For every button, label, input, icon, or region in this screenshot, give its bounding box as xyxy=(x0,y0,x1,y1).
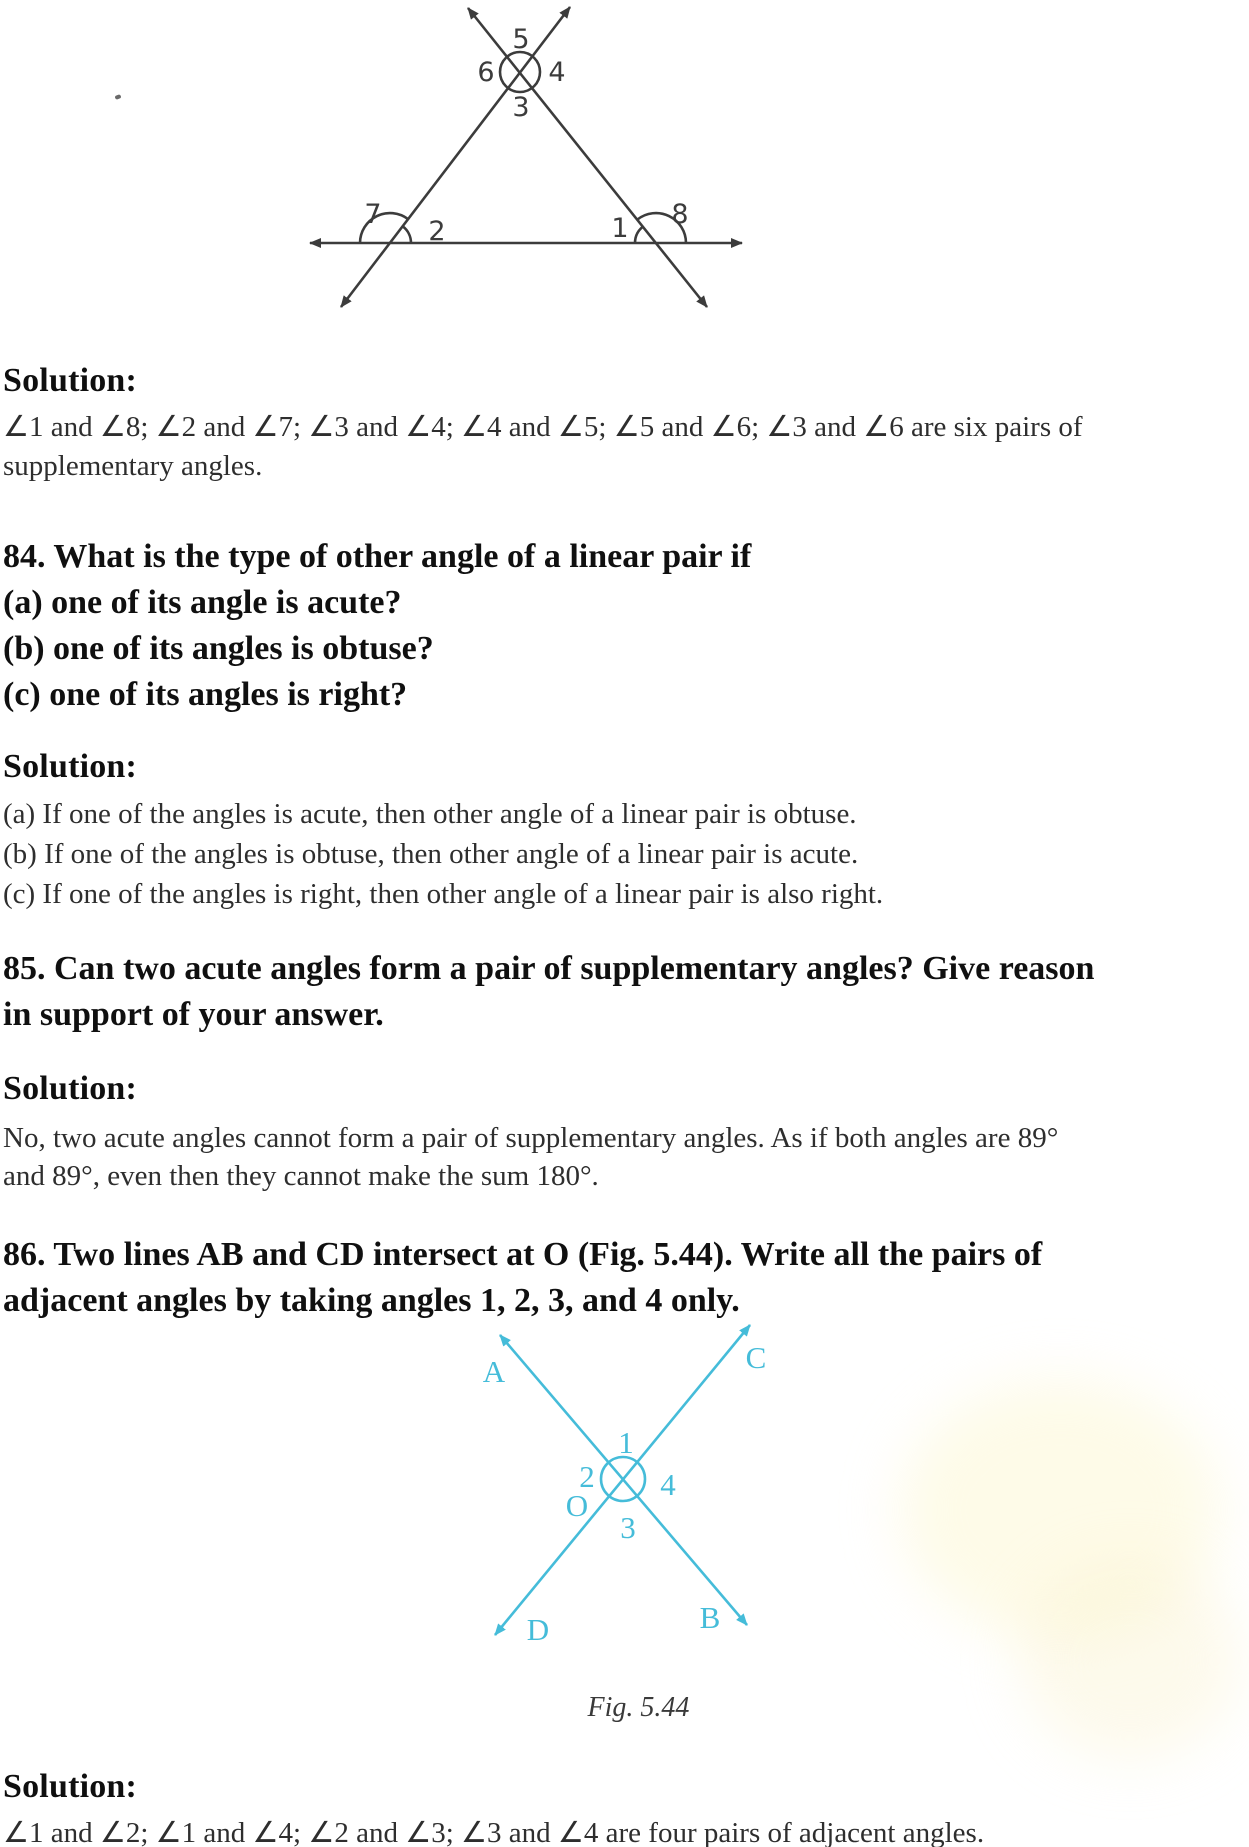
question84-option-c: (c) one of its angles is right? xyxy=(3,676,408,713)
question84-option-a: (a) one of its angle is acute? xyxy=(3,584,402,621)
figure2-caption: Fig. 5.44 xyxy=(587,1692,690,1723)
solution3-line2: and 89°, even then they cannot make the sum 180°. xyxy=(3,1160,599,1192)
question-86 xyxy=(3,1232,1042,1324)
question-84 xyxy=(3,534,751,718)
solution4-heading: Solution: xyxy=(3,1768,138,1805)
fig1-angle1-arc xyxy=(635,227,643,243)
fig1-transversal-right xyxy=(341,7,570,307)
solution2-line-c: (c) If one of the angles is right, then other angle of a linear pair is also right. xyxy=(3,878,884,910)
solution1-line2: supplementary angles. xyxy=(3,450,263,482)
solution2-line-b: (b) If one of the angles is obtuse, then other angle of a linear pair is acute. xyxy=(3,838,859,870)
fig1-angle6-label: 6 xyxy=(477,57,495,88)
figure2-labels xyxy=(483,1340,767,1647)
solution2-line-a: (a) If one of the angles is acute, then other angle of a linear pair is obtuse. xyxy=(3,798,857,830)
solution3-line1: No, two acute angles cannot form a pair of supplementary angles. As if both angles are 89° xyxy=(3,1122,1059,1154)
fig1-angle3-label: 3 xyxy=(512,92,530,123)
fig2-angle4-label: 4 xyxy=(660,1467,676,1502)
fig2-line-cd xyxy=(495,1325,750,1635)
figure2-fig-5-44 xyxy=(495,1325,750,1635)
fig2-angle1-label: 1 xyxy=(618,1425,634,1460)
question85-line1: 85. Can two acute angles form a pair of supplementary angles? Give reason xyxy=(3,950,1095,987)
fig1-angle4-label: 4 xyxy=(548,57,566,88)
fig2-angle3-label: 3 xyxy=(620,1510,636,1545)
fig1-angle2-label: 2 xyxy=(428,216,446,247)
fig2-angle2-label: 2 xyxy=(579,1459,595,1494)
fig2-point-a-label: A xyxy=(482,1354,506,1389)
solution3-body xyxy=(3,1119,1058,1195)
question86-line1: 86. Two lines AB and CD intersect at O (Fig. 5.44). Write all the pairs of xyxy=(3,1236,1043,1273)
fig2-point-c-label: C xyxy=(745,1340,767,1375)
solution4-line1: ∠1 and ∠2; ∠1 and ∠4; ∠2 and ∠3; ∠3 and ∠4 are four pairs of adjacent angles. xyxy=(3,1817,985,1847)
fig2-point-d-label: D xyxy=(526,1612,550,1647)
fig1-angle7-label: 7 xyxy=(364,199,382,230)
fig2-point-b-label: B xyxy=(699,1600,721,1635)
question86-line2: adjacent angles by taking angles 1, 2, 3, and 4 only. xyxy=(3,1282,740,1319)
solution3-heading: Solution: xyxy=(3,1070,138,1107)
fig1-angle1-label: 1 xyxy=(611,213,629,244)
fig1-angle2-arc xyxy=(403,226,411,243)
solution1-line1: ∠1 and ∠8; ∠2 and ∠7; ∠3 and ∠4; ∠4 and ∠5; ∠5 and ∠6; ∠3 and ∠6 are six pairs of xyxy=(3,411,1083,443)
question85-line2: in support of your answer. xyxy=(3,996,384,1033)
solution1-body xyxy=(3,408,1083,486)
solution1-heading: Solution: xyxy=(3,362,138,399)
solution2-heading: Solution: xyxy=(3,748,138,785)
question-85 xyxy=(3,946,1094,1038)
fig1-angle5-label: 5 xyxy=(512,24,530,55)
fig1-transversal-left xyxy=(468,8,707,307)
fig2-point-o-label: O xyxy=(565,1488,589,1523)
question84-option-b: (b) one of its angles is obtuse? xyxy=(3,630,434,667)
question84-line1: 84. What is the type of other angle of a linear pair if xyxy=(3,538,752,575)
solution2-body xyxy=(3,794,883,914)
fig1-angle8-label: 8 xyxy=(671,199,689,230)
